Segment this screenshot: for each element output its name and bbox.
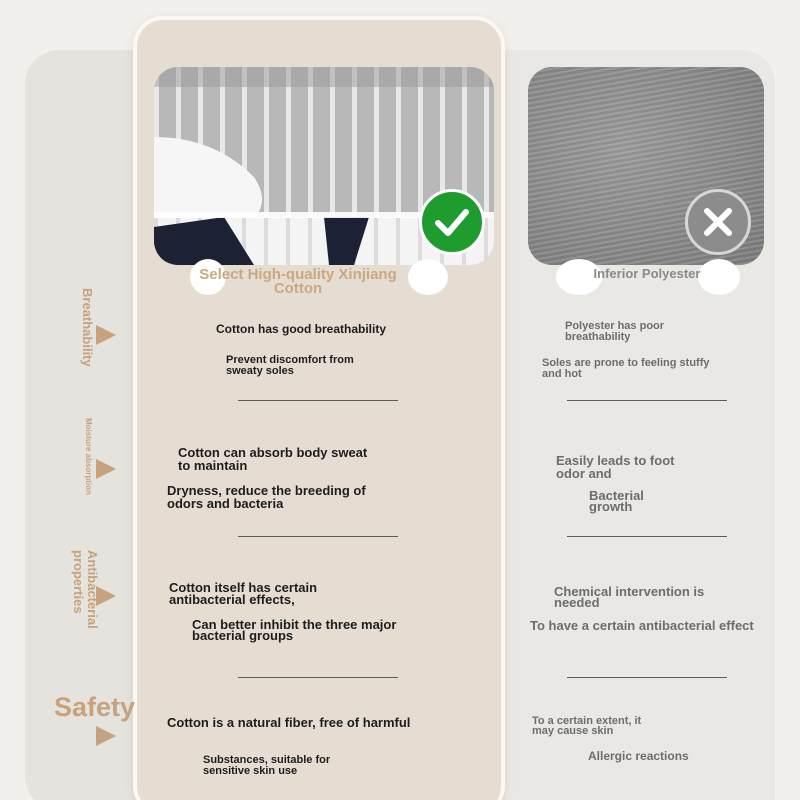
polyester-antibacterial-text-2: To have a certain antibacterial effect	[530, 618, 754, 633]
cotton-safety-text-2: Substances, suitable for sensitive skin use	[203, 754, 331, 777]
polyester-column-title: Inferior Polyester	[593, 266, 701, 281]
cotton-antibacterial-text-1: Cotton itself has certain antibacterial effects,	[169, 580, 318, 607]
breathability-label: Breathability	[80, 288, 95, 367]
cotton-antibacterial-text-2: Can better inhibit the three major bacterial groups	[192, 617, 397, 643]
polyester-moisture-text-2: Bacterial growth	[589, 488, 644, 514]
cotton-moisture-text-1: Cotton can absorb body sweat to maintain	[178, 445, 368, 473]
arrow-icon	[96, 325, 116, 345]
polyester-antibacterial-text-1: Chemical intervention is needed	[554, 584, 705, 610]
divider	[567, 400, 727, 401]
decorative-blob	[408, 259, 448, 295]
check-icon	[419, 189, 485, 255]
polyester-safety-text-2: Allergic reactions	[588, 749, 689, 763]
divider	[238, 400, 398, 401]
cotton-column-title: Select High-quality Xinjiang Cotton	[199, 266, 397, 297]
arrow-icon	[96, 726, 116, 746]
safety-label: Safety	[54, 692, 136, 722]
divider	[238, 536, 398, 537]
cotton-moisture-text-2: Dryness, reduce the breeding of odors and bacteria	[167, 483, 366, 511]
polyester-breathability-text-1: Polyester has poor breathability	[565, 320, 665, 343]
polyester-moisture-text-1: Easily leads to foot odor and	[556, 453, 675, 481]
cotton-breathability-text-1: Cotton has good breathability	[216, 322, 386, 336]
arrow-icon	[96, 586, 116, 606]
polyester-safety-text-1: To a certain extent, it may cause skin	[532, 715, 642, 737]
cotton-breathability-text-2: Prevent discomfort from sweaty soles	[226, 354, 354, 377]
antibacterial-label: Antibacterial properties	[71, 550, 100, 629]
divider	[238, 677, 398, 678]
polyester-breathability-text-2: Soles are prone to feeling stuffy and hot	[542, 357, 710, 380]
arrow-icon	[96, 459, 116, 479]
moisture-absorption-label: Moisture absorption	[84, 418, 93, 495]
cotton-safety-text-1: Cotton is a natural fiber, free of harmful	[167, 715, 411, 730]
close-icon	[685, 189, 751, 255]
divider	[567, 677, 727, 678]
divider	[567, 536, 727, 537]
